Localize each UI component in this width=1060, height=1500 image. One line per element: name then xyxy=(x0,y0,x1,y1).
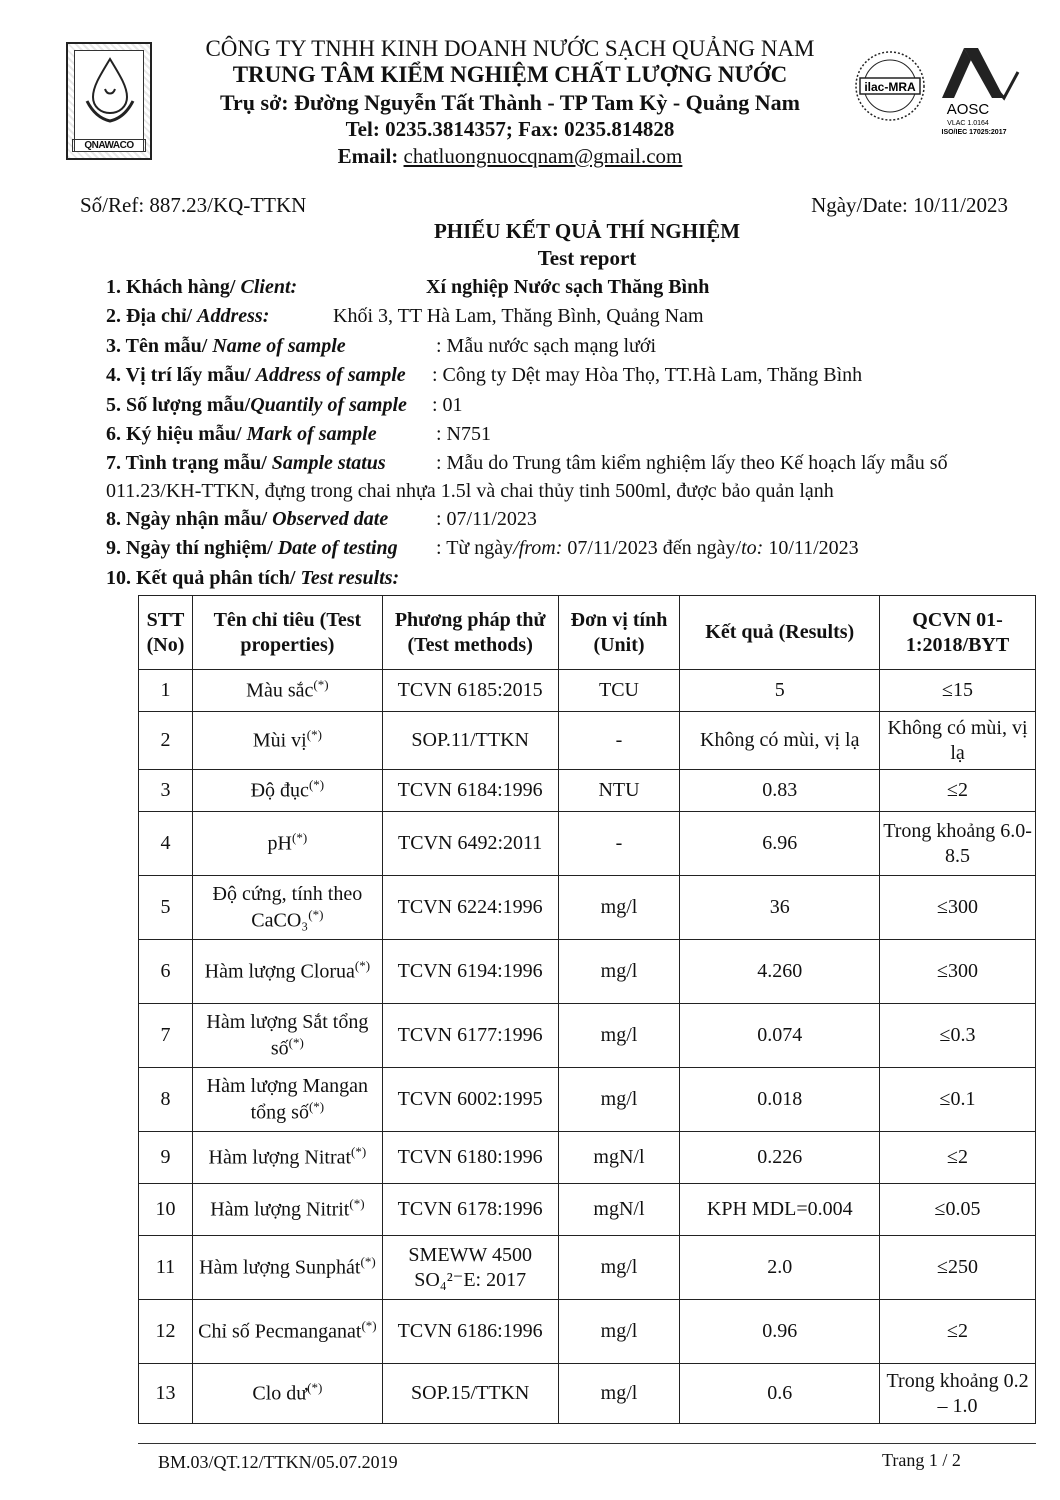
result-text: 6.96 xyxy=(762,832,798,854)
method-text: TCVN 6184:1996 xyxy=(397,779,543,801)
aosc-logo-sub1: VLAC 1.0164 xyxy=(947,120,989,127)
unit-text: mg/l xyxy=(600,1256,638,1278)
accredited-marker: (*) xyxy=(313,677,329,693)
testing-date-label: 9. Ngày thí nghiệm/ Date of testing xyxy=(106,537,398,559)
no-text: 3 xyxy=(160,779,171,801)
cell-method xyxy=(382,812,558,876)
no-text: 11 xyxy=(155,1256,176,1278)
standard-text: ≤2 xyxy=(947,1146,969,1168)
cell-method xyxy=(382,1068,558,1132)
cell-no xyxy=(139,1236,193,1300)
cell-unit xyxy=(558,1184,680,1236)
cell-method xyxy=(382,712,558,770)
cell-property xyxy=(192,1068,382,1132)
standard-text: Không có mùi, vị lạ xyxy=(887,716,1028,764)
unit-text: mg/l xyxy=(600,1382,638,1404)
cell-standard xyxy=(880,812,1036,876)
result-text: 5 xyxy=(774,679,785,701)
property-text: pH xyxy=(267,832,292,855)
no-text: 8 xyxy=(160,1088,171,1110)
property-text: Chỉ số Pecmanganat xyxy=(198,1320,362,1343)
water-drop-icon xyxy=(75,51,145,131)
cell-method xyxy=(382,1236,558,1300)
cell-property xyxy=(192,712,382,770)
method-text: TCVN 6177:1996 xyxy=(397,1024,543,1046)
table-row xyxy=(139,1068,1036,1132)
cell-property xyxy=(192,1004,382,1068)
method-text: TCVN 6185:2015 xyxy=(397,679,543,701)
cell-unit xyxy=(558,1132,680,1184)
result-text: 2.0 xyxy=(767,1256,793,1278)
unit-text: mg/l xyxy=(600,1088,638,1110)
reference-number: Số/Ref: 887.23/KQ-TTKN xyxy=(80,193,307,217)
cell-unit xyxy=(558,1004,680,1068)
cell-property xyxy=(192,1132,382,1184)
table-row xyxy=(139,1184,1036,1236)
property-text: Độ đục xyxy=(250,779,309,802)
unit-text: TCU xyxy=(598,679,639,701)
accredited-marker: (*) xyxy=(354,958,371,974)
header-standard: QCVN 01-1:2018/BYT xyxy=(880,596,1036,670)
accredited-marker: (*) xyxy=(308,1098,325,1114)
property-text: Hàm lượng Mangan tổng số xyxy=(206,1074,369,1124)
accredited-marker: (*) xyxy=(361,1318,377,1334)
address-label: 2. Địa chỉ/ Address: xyxy=(106,305,270,327)
testing-date-value: : Từ ngày/from: 07/11/2023 đến ngày/to: 10/11/2023 xyxy=(436,537,859,559)
status-value-line2: 011.23/KH-TTKN, đựng trong chai nhựa 1.5l và chai thủy tinh 500ml, được bảo quản lạnh xyxy=(106,480,834,502)
address-value: Khối 3, TT Hà Lam, Thăng Bình, Quảng Nam xyxy=(333,305,704,327)
table-row xyxy=(139,876,1036,940)
accredited-marker: (*) xyxy=(306,727,322,743)
qnawaco-logo-text: QNAWACO xyxy=(72,139,146,152)
email-label: Email: xyxy=(337,144,404,168)
cell-result xyxy=(680,1300,880,1364)
cell-result xyxy=(680,1364,880,1424)
standard-text: ≤250 xyxy=(937,1256,979,1278)
accredited-marker: (*) xyxy=(349,1196,365,1212)
property-text: Hàm lượng Nitrit xyxy=(210,1198,350,1221)
cell-method xyxy=(382,1184,558,1236)
standard-text: ≤2 xyxy=(947,779,969,801)
report-title: PHIẾU KẾT QUẢ THÍ NGHIỆM xyxy=(433,219,741,243)
property-text: Hàm lượng Sắt tổng số xyxy=(206,1010,369,1060)
accredited-marker: (*) xyxy=(351,1144,367,1160)
results-table xyxy=(138,595,1036,1424)
standard-text: ≤300 xyxy=(937,896,979,918)
footer-divider xyxy=(138,1443,1036,1444)
cell-standard xyxy=(880,1068,1036,1132)
unit-text: mg/l xyxy=(600,1024,638,1046)
status-value-line1: : Mẫu do Trung tâm kiểm nghiệm lấy theo Kế hoạch lấy mẫu số xyxy=(436,452,948,474)
cell-unit xyxy=(558,1300,680,1364)
quantity-value: : 01 xyxy=(432,394,463,416)
header-property: Tên chỉ tiêu (Test properties) xyxy=(192,596,382,670)
cell-result xyxy=(680,712,880,770)
cell-property xyxy=(192,1300,382,1364)
qnawaco-logo xyxy=(66,42,152,160)
status-label: 7. Tình trạng mẫu/ Sample status xyxy=(106,452,386,474)
table-header-row xyxy=(139,596,1036,670)
property-text: Màu sắc xyxy=(246,679,314,702)
observed-date-label: 8. Ngày nhận mẫu/ Observed date xyxy=(106,508,389,530)
result-text: Không có mùi, vị lạ xyxy=(700,729,860,751)
accredited-marker: (*) xyxy=(360,1254,376,1270)
table-row xyxy=(139,770,1036,812)
header-unit: Đơn vị tính (Unit) xyxy=(558,596,680,670)
cell-result xyxy=(680,1236,880,1300)
method-text: TCVN 6492:2011 xyxy=(398,832,543,854)
accredited-marker: (*) xyxy=(307,1380,323,1396)
cell-result xyxy=(680,1068,880,1132)
result-text: 0.96 xyxy=(762,1320,798,1342)
unit-text: - xyxy=(615,729,623,751)
standard-text: ≤0.1 xyxy=(939,1088,976,1110)
cell-property xyxy=(192,940,382,1004)
cell-unit xyxy=(558,712,680,770)
standard-text: Trong khoảng 6.0-8.5 xyxy=(883,819,1032,867)
accredited-marker: (*) xyxy=(288,1034,304,1050)
cell-method xyxy=(382,1132,558,1184)
property-text: Độ cứng, tính theo CaCO₃ xyxy=(212,882,363,932)
cell-unit xyxy=(558,770,680,812)
method-text: TCVN 6224:1996 xyxy=(397,896,543,918)
accredited-marker: (*) xyxy=(308,777,325,793)
cell-standard xyxy=(880,1236,1036,1300)
standard-text: ≤0.3 xyxy=(939,1024,976,1046)
standard-text: ≤15 xyxy=(942,679,974,701)
table-row xyxy=(139,1364,1036,1424)
table-row xyxy=(139,812,1036,876)
cell-method xyxy=(382,670,558,712)
cell-standard xyxy=(880,770,1036,812)
method-text: TCVN 6002:1995 xyxy=(397,1088,543,1110)
cell-unit xyxy=(558,670,680,712)
table-row xyxy=(139,1004,1036,1068)
cell-property xyxy=(192,1184,382,1236)
report-date: Ngày/Date: 10/11/2023 xyxy=(811,193,1008,217)
no-text: 12 xyxy=(155,1320,176,1342)
property-text: Clo dư xyxy=(252,1382,308,1405)
no-text: 9 xyxy=(160,1146,171,1168)
ilac-logo-text: ilac-MRA xyxy=(864,80,916,94)
result-text: 0.83 xyxy=(762,779,798,801)
cell-property xyxy=(192,770,382,812)
mark-label: 6. Ký hiệu mẫu/ Mark of sample xyxy=(106,423,377,445)
cell-standard xyxy=(880,1132,1036,1184)
cell-unit xyxy=(558,1364,680,1424)
aosc-logo-sub2: ISO/IEC 17025:2017 xyxy=(941,129,1007,136)
cell-no xyxy=(139,1068,193,1132)
accredited-marker: (*) xyxy=(292,830,308,846)
result-text: 0.6 xyxy=(767,1382,793,1404)
property-text: Hàm lượng Clorua xyxy=(204,960,355,983)
aosc-logo xyxy=(934,42,1022,136)
unit-text: mgN/l xyxy=(593,1146,645,1168)
sample-address-label: 4. Vị trí lấy mẫu/ Address of sample xyxy=(106,364,406,386)
unit-text: NTU xyxy=(598,779,640,801)
cell-no xyxy=(139,1364,193,1424)
method-text: SMEWW 4500 SO₄²⁻E: 2017 xyxy=(408,1243,532,1291)
cell-no xyxy=(139,812,193,876)
method-text: SOP.11/TTKN xyxy=(411,729,529,751)
result-text: 36 xyxy=(769,896,790,918)
cell-result xyxy=(680,1004,880,1068)
cell-property xyxy=(192,670,382,712)
cell-method xyxy=(382,1300,558,1364)
no-text: 4 xyxy=(160,832,171,854)
no-text: 1 xyxy=(160,679,171,701)
cell-standard xyxy=(880,1184,1036,1236)
unit-text: mgN/l xyxy=(593,1198,645,1220)
no-text: 10 xyxy=(155,1198,176,1220)
result-text: 0.018 xyxy=(757,1088,803,1110)
no-text: 13 xyxy=(155,1382,176,1404)
cell-standard xyxy=(880,1300,1036,1364)
sample-address-value: : Công ty Dệt may Hòa Thọ, TT.Hà Lam, Thăng Bình xyxy=(432,364,863,386)
cell-unit xyxy=(558,1236,680,1300)
standard-text: Trong khoảng 0.2 – 1.0 xyxy=(886,1369,1029,1417)
cell-standard xyxy=(880,1364,1036,1424)
center-address: Trụ sở: Đường Nguyễn Tất Thành - TP Tam Kỳ - Quảng Nam xyxy=(220,90,800,115)
cell-standard xyxy=(880,940,1036,1004)
cell-no xyxy=(139,1300,193,1364)
standard-text: ≤300 xyxy=(937,960,979,982)
cell-unit xyxy=(558,940,680,1004)
form-code: BM.03/QT.12/TTKN/05.07.2019 xyxy=(158,1452,398,1472)
result-text: KPH MDL=0.004 xyxy=(706,1198,853,1220)
page-number: Trang 1 / 2 xyxy=(882,1450,961,1470)
cell-unit xyxy=(558,812,680,876)
cell-no xyxy=(139,876,193,940)
cell-result xyxy=(680,770,880,812)
client-value: Xí nghiệp Nước sạch Thăng Bình xyxy=(426,276,710,298)
center-name: TRUNG TÂM KIỂM NGHIỆM CHẤT LƯỢNG NƯỚC xyxy=(232,62,788,87)
cell-standard xyxy=(880,712,1036,770)
result-text: 0.226 xyxy=(757,1146,803,1168)
method-text: TCVN 6178:1996 xyxy=(397,1198,543,1220)
no-text: 7 xyxy=(160,1024,171,1046)
table-row xyxy=(139,1132,1036,1184)
center-phone: Tel: 0235.3814357; Fax: 0235.814828 xyxy=(345,117,675,141)
cell-result xyxy=(680,812,880,876)
cell-no xyxy=(139,1004,193,1068)
sample-name-value: : Mẫu nước sạch mạng lưới xyxy=(436,335,657,357)
cell-result xyxy=(680,876,880,940)
cell-method xyxy=(382,940,558,1004)
table-row xyxy=(139,670,1036,712)
cell-unit xyxy=(558,1068,680,1132)
cell-result xyxy=(680,1184,880,1236)
header-method: Phương pháp thử (Test methods) xyxy=(382,596,558,670)
no-text: 5 xyxy=(160,896,171,918)
client-label: 1. Khách hàng/ Client: xyxy=(106,276,298,298)
table-row xyxy=(139,1300,1036,1364)
cell-standard xyxy=(880,670,1036,712)
ilac-mra-logo xyxy=(852,48,928,124)
unit-text: mg/l xyxy=(600,1320,638,1342)
company-name: CÔNG TY TNHH KINH DOANH NƯỚC SẠCH QUẢNG NAM xyxy=(205,36,815,61)
header-result: Kết quả (Results) xyxy=(680,596,880,670)
cell-standard xyxy=(880,1004,1036,1068)
aosc-logo-text: AOSC xyxy=(946,101,990,118)
accredited-marker: (*) xyxy=(308,906,324,922)
property-text: Hàm lượng Sunphát xyxy=(199,1256,361,1279)
email-link[interactable]: chatluongnuocqnam@gmail.com xyxy=(403,144,683,168)
cell-result xyxy=(680,1132,880,1184)
unit-text: mg/l xyxy=(600,960,638,982)
header-no: STT (No) xyxy=(139,596,193,670)
mark-value: : N751 xyxy=(436,423,491,445)
unit-text: - xyxy=(615,832,623,854)
no-text: 2 xyxy=(160,729,171,751)
no-text: 6 xyxy=(160,960,171,982)
method-text: TCVN 6194:1996 xyxy=(397,960,543,982)
method-text: SOP.15/TTKN xyxy=(411,1382,530,1404)
cell-no xyxy=(139,670,193,712)
cell-method xyxy=(382,876,558,940)
results-label: 10. Kết quả phân tích/ Test results: xyxy=(106,567,400,589)
cell-property xyxy=(192,1364,382,1424)
table-row xyxy=(139,940,1036,1004)
center-email-line xyxy=(160,144,860,169)
cell-unit xyxy=(558,876,680,940)
table-row xyxy=(139,712,1036,770)
property-text: Hàm lượng Nitrat xyxy=(208,1146,352,1169)
cell-property xyxy=(192,812,382,876)
cell-no xyxy=(139,712,193,770)
property-text: Mùi vị xyxy=(252,729,307,752)
observed-date-value: : 07/11/2023 xyxy=(436,508,537,530)
method-text: TCVN 6186:1996 xyxy=(397,1320,543,1342)
result-text: 4.260 xyxy=(757,960,803,982)
cell-method xyxy=(382,1004,558,1068)
cell-no xyxy=(139,770,193,812)
standard-text: ≤2 xyxy=(947,1320,969,1342)
cell-method xyxy=(382,770,558,812)
cell-result xyxy=(680,940,880,1004)
standard-text: ≤0.05 xyxy=(934,1198,981,1220)
cell-method xyxy=(382,1364,558,1424)
result-text: 0.074 xyxy=(757,1024,803,1046)
unit-text: mg/l xyxy=(600,896,638,918)
table-row xyxy=(139,1236,1036,1300)
sample-name-label: 3. Tên mẫu/ Name of sample xyxy=(106,335,346,357)
cell-no xyxy=(139,1184,193,1236)
quantity-label: 5. Số lượng mẫu/Quantily of sample xyxy=(106,394,407,416)
cell-standard xyxy=(880,876,1036,940)
report-subtitle: Test report xyxy=(537,246,637,270)
cell-no xyxy=(139,1132,193,1184)
cell-result xyxy=(680,670,880,712)
cell-property xyxy=(192,1236,382,1300)
cell-no xyxy=(139,940,193,1004)
method-text: TCVN 6180:1996 xyxy=(397,1146,543,1168)
cell-property xyxy=(192,876,382,940)
